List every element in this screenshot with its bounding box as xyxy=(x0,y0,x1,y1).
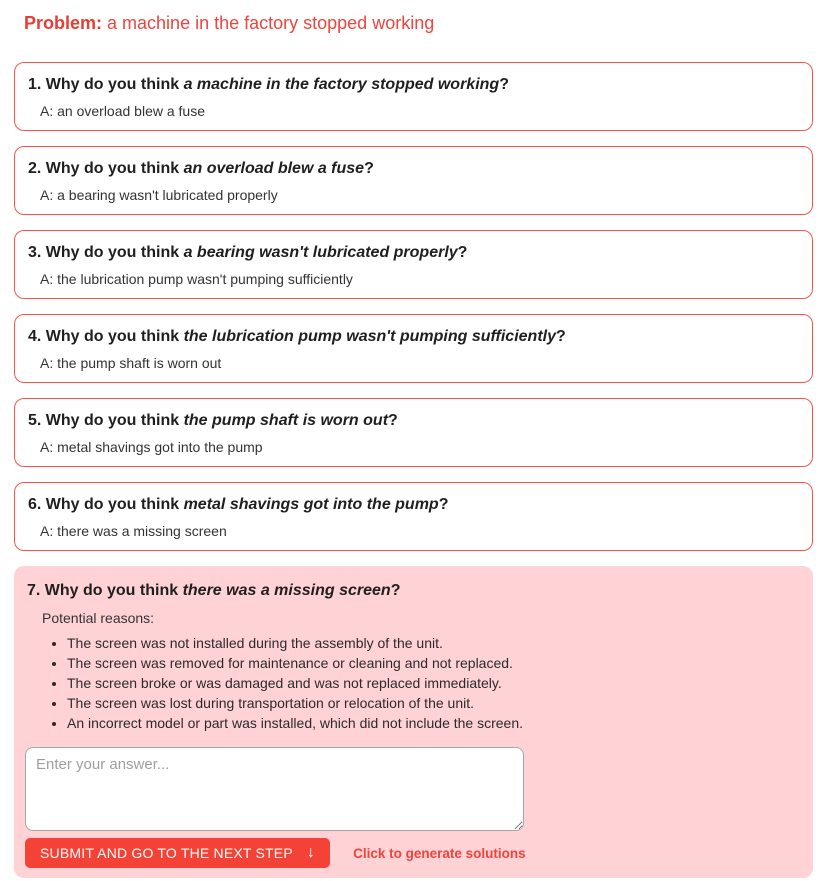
question-mark: ? xyxy=(499,76,509,93)
question-mark: ? xyxy=(390,582,401,599)
question-prefix: Why do you think xyxy=(44,582,179,599)
question-heading xyxy=(28,75,796,94)
question-mark: ? xyxy=(438,496,449,513)
why-step-1 xyxy=(14,62,813,131)
question-prefix: Why do you think xyxy=(45,76,180,93)
question-number: 3. xyxy=(28,244,42,261)
potential-reasons-label: Potential reasons: xyxy=(42,610,155,626)
answer-input[interactable] xyxy=(25,747,524,831)
question-number: 5. xyxy=(28,412,42,429)
question-heading xyxy=(28,327,796,346)
why-step-3 xyxy=(14,230,813,299)
answer-value: an overload blew a fuse xyxy=(57,103,205,119)
reason-item: • The screen was not installed during the assembly of the unit. xyxy=(67,633,797,653)
question-number: 6. xyxy=(28,496,42,513)
answer-text xyxy=(40,271,796,288)
answer-text xyxy=(40,355,796,372)
answer-label: A: xyxy=(40,523,54,539)
question-prefix: Why do you think xyxy=(45,244,180,261)
question-prefix: Why do you think xyxy=(45,412,180,429)
question-prefix: Why do you think xyxy=(45,328,180,345)
question-mark: ? xyxy=(556,328,566,345)
arrow-down-icon: ↓ xyxy=(306,844,316,861)
answer-text xyxy=(40,523,796,540)
question-heading xyxy=(28,159,796,178)
why-step-4 xyxy=(14,314,813,383)
question-number: 4. xyxy=(28,328,42,345)
answer-value: the lubrication pump wasn't pumping sufficiently xyxy=(57,271,353,287)
potential-reasons-list xyxy=(24,633,797,733)
question-number: 1. xyxy=(28,76,42,93)
answer-value: a bearing wasn't lubricated properly xyxy=(57,187,278,203)
answer-label: A: xyxy=(40,103,54,119)
question-number: 7. xyxy=(27,582,41,599)
answer-label: A: xyxy=(40,355,54,371)
answer-value: metal shavings got into the pump xyxy=(57,439,263,455)
reason-item: • The screen broke or was damaged and was not replaced immediately. xyxy=(67,673,797,693)
submit-button[interactable] xyxy=(25,838,330,868)
question-heading xyxy=(28,411,796,430)
question-phrase: the lubrication pump wasn't pumping sufficiently xyxy=(183,328,556,345)
question-phrase: there was a missing screen xyxy=(182,582,391,599)
answer-value: there was a missing screen xyxy=(57,523,227,539)
answer-value: the pump shaft is worn out xyxy=(57,355,222,371)
submit-button-label: SUBMIT AND GO TO THE NEXT STEP xyxy=(40,845,293,861)
question-prefix: Why do you think xyxy=(45,160,180,177)
question-phrase: the pump shaft is worn out xyxy=(183,412,389,429)
answer-text xyxy=(40,187,796,204)
question-phrase: a machine in the factory stopped working xyxy=(183,76,500,93)
reason-item: • The screen was lost during transportation or relocation of the unit. xyxy=(67,693,797,713)
question-heading xyxy=(27,581,797,600)
question-heading xyxy=(28,243,796,262)
answer-text xyxy=(40,439,796,456)
reason-item: • An incorrect model or part was installed, which did not include the screen. xyxy=(67,713,797,733)
question-prefix: Why do you think xyxy=(45,496,180,513)
why-step-2 xyxy=(14,146,813,215)
question-phrase: a bearing wasn't lubricated properly xyxy=(183,244,458,261)
question-phrase: an overload blew a fuse xyxy=(183,160,365,177)
question-phrase: metal shavings got into the pump xyxy=(183,496,439,513)
answer-label: A: xyxy=(40,439,54,455)
problem-header xyxy=(24,13,813,34)
question-mark: ? xyxy=(457,244,468,261)
answer-label: A: xyxy=(40,187,54,203)
reason-item: • The screen was removed for maintenance or cleaning and not replaced. xyxy=(67,653,797,673)
problem-label: Problem: xyxy=(24,13,103,33)
question-heading xyxy=(28,495,796,514)
answer-label: A: xyxy=(40,271,54,287)
why-step-6 xyxy=(14,482,813,551)
action-row xyxy=(25,838,797,868)
why-step-7-active xyxy=(14,566,813,878)
question-mark: ? xyxy=(364,160,374,177)
question-mark: ? xyxy=(388,412,398,429)
generate-solutions-link[interactable]: Click to generate solutions xyxy=(353,845,526,861)
answer-text xyxy=(40,103,796,120)
problem-text: a machine in the factory stopped working xyxy=(107,13,435,33)
question-number: 2. xyxy=(28,160,42,177)
why-steps-list xyxy=(0,62,828,878)
why-step-5 xyxy=(14,398,813,467)
